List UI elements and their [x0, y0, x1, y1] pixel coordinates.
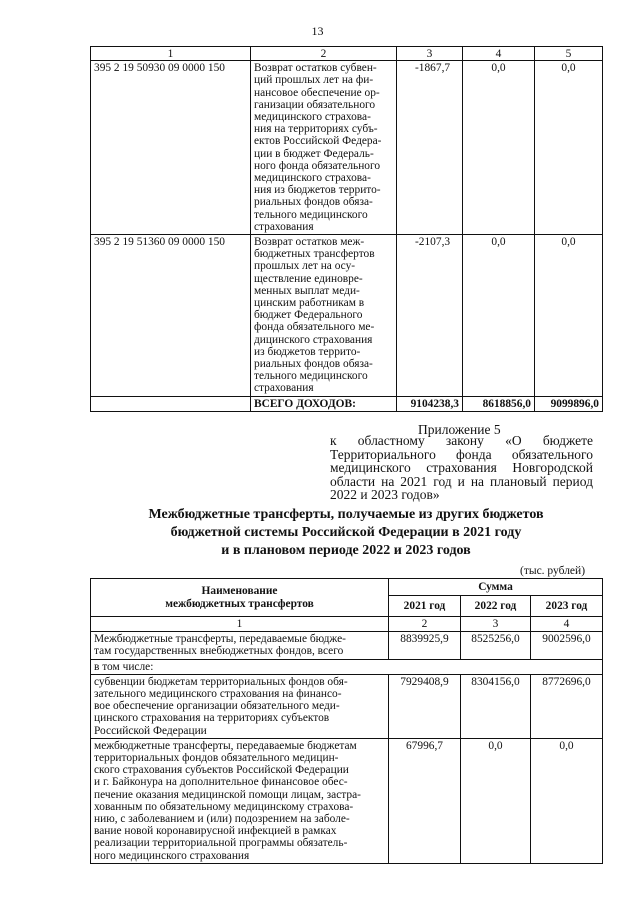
- name-line: Межбюджетные трансферты, передаваемые бюдже-: [94, 633, 346, 646]
- desc-line: Возврат остатков меж-: [254, 236, 365, 249]
- appendix-text: к областному закону «О бюджете Территориального фонда обязательного медицинского страхования Новгородской области на 2021 год и на плановый период 2022 и 2023 годов»: [330, 433, 593, 502]
- name-line: нию, с заболеванием и (или) подозрением на заболе-: [94, 813, 350, 826]
- column-index: 3: [461, 617, 531, 632]
- name-line: вание новой коронавирусной инфекцией в рамках: [94, 825, 337, 838]
- total-2022: 8618856,0: [463, 396, 535, 411]
- empty-cell: [91, 396, 251, 411]
- table-row: [91, 61, 603, 235]
- desc-line: ного фонда обязательного: [254, 159, 381, 172]
- sum-header: Сумма: [389, 579, 603, 596]
- desc-line: прошлых лет на осу-: [254, 260, 356, 273]
- name-line: ского страхования субъектов Российской Федерации: [94, 764, 349, 777]
- desc-line: ектов Российской Федера-: [254, 135, 382, 148]
- table-header-row: [91, 579, 603, 596]
- desc-line: дицинского страхования: [254, 333, 373, 346]
- year-header: 2022 год: [461, 596, 531, 617]
- name-line: Российской Федерации: [94, 724, 207, 737]
- value-2023: 0,0: [535, 61, 603, 235]
- table-row: [91, 235, 603, 397]
- value-2021: 67996,7: [389, 738, 461, 863]
- column-index: 2: [251, 47, 397, 61]
- revenue-table: [90, 46, 603, 412]
- desc-line: медицинского страхова-: [254, 172, 371, 185]
- value-2021: 7929408,9: [389, 674, 461, 738]
- table-header-row: [91, 47, 603, 61]
- desc-line: ции в бюджет Федераль-: [254, 147, 374, 160]
- units-label: (тыс. рублей): [520, 565, 586, 577]
- transfer-name: [91, 674, 389, 738]
- name-line: межбюджетные трансферты, передаваемые бюджетам: [94, 739, 357, 752]
- desc-line: страхования: [254, 220, 314, 233]
- desc-line: тельного медицинского: [254, 208, 368, 221]
- name-line: ного медицинского страхования: [94, 849, 250, 862]
- title-line: бюджетной системы Российской Федерации в 2021 году: [170, 525, 522, 540]
- value-2023: 0,0: [535, 235, 603, 397]
- desc-line: риальных фондов обяза-: [254, 358, 373, 371]
- column-index: 3: [397, 47, 463, 61]
- column-index: 5: [535, 47, 603, 61]
- value-2022: 0,0: [463, 235, 535, 397]
- budget-code: 395 2 19 51360 09 0000 150: [91, 235, 251, 397]
- column-index: 4: [531, 617, 603, 632]
- value-2023: 0,0: [531, 738, 603, 863]
- value-2023: 8772696,0: [531, 674, 603, 738]
- name-header: [91, 579, 389, 617]
- desc-line: ганизации обязательного: [254, 98, 376, 111]
- table-row: [91, 738, 603, 863]
- column-index: 2: [389, 617, 461, 632]
- total-row: [91, 396, 603, 411]
- desc-line: страхования: [254, 382, 314, 395]
- page-number: 13: [311, 24, 324, 38]
- transfers-table: [90, 578, 603, 864]
- desc-line: риальных фондов обяза-: [254, 196, 373, 209]
- table-row: [91, 674, 603, 738]
- total-label: ВСЕГО ДОХОДОВ:: [251, 396, 397, 411]
- value-2021: -2107,3: [397, 235, 463, 397]
- header-line: межбюджетных трансфертов: [165, 597, 314, 610]
- desc-line: менных выплат меди-: [254, 284, 360, 297]
- column-index: 1: [91, 47, 251, 61]
- table-row: [91, 659, 603, 674]
- desc-line: Возврат остатков субвен-: [254, 62, 377, 75]
- appendix-title: Приложение 5: [418, 422, 501, 437]
- document-title: [90, 506, 602, 560]
- subheading: в том числе:: [91, 659, 603, 674]
- column-index: 4: [463, 47, 535, 61]
- value-2023: 9002596,0: [531, 632, 603, 659]
- value-2021: -1867,7: [397, 61, 463, 235]
- total-2023: 9099896,0: [535, 396, 603, 411]
- budget-code: 395 2 19 50930 09 0000 150: [91, 61, 251, 235]
- column-index: 1: [91, 617, 389, 632]
- total-2021: 9104238,3: [397, 396, 463, 411]
- year-header: 2021 год: [389, 596, 461, 617]
- value-2021: 8839925,9: [389, 632, 461, 659]
- desc-line: ций прошлых лет на фи-: [254, 74, 374, 87]
- desc-line: нансовое обеспечение ор-: [254, 86, 380, 99]
- column-index-row: [91, 617, 603, 632]
- desc-line: тельного медицинского: [254, 370, 368, 383]
- title-line: и в плановом периоде 2022 и 2023 годов: [221, 543, 471, 558]
- value-2022: 0,0: [461, 738, 531, 863]
- value-2022: 8525256,0: [461, 632, 531, 659]
- name-line: территориальных фондов обязательного медицин-: [94, 752, 339, 765]
- desc-line: ния на территориях субъ-: [254, 123, 378, 136]
- desc-line: из бюджетов террито-: [254, 345, 361, 358]
- name-line: вое обеспечение организации обязательного меди-: [94, 700, 340, 713]
- table-row: [91, 632, 603, 659]
- name-line: там государственных внебюджетных фондов, всего: [94, 645, 344, 658]
- desc-line: цинским работникам в: [254, 297, 365, 310]
- title-line: Межбюджетные трансферты, получаемые из других бюджетов: [148, 507, 544, 522]
- desc-line: ния из бюджетов террито-: [254, 184, 381, 197]
- name-line: цинского страхования на территориях субъектов: [94, 712, 330, 725]
- desc-line: бюджет Федерального: [254, 309, 363, 322]
- row-description: [251, 235, 397, 397]
- value-2022: 0,0: [463, 61, 535, 235]
- desc-line: ществление единовре-: [254, 272, 363, 285]
- year-header: 2023 год: [531, 596, 603, 617]
- desc-line: медицинского страхова-: [254, 111, 371, 124]
- desc-line: бюджетных трансфертов: [254, 248, 375, 261]
- desc-line: фонда обязательного ме-: [254, 321, 375, 334]
- name-line: хованным по обязательному медицинскому страхова-: [94, 800, 354, 813]
- row-description: [251, 61, 397, 235]
- transfer-name: [91, 632, 389, 659]
- name-line: зательного медицинского страхования на финансо-: [94, 688, 342, 701]
- name-line: печение оказания медицинской помощи лицам, застра-: [94, 788, 361, 801]
- name-line: и г. Байконура на дополнительное финансовое обес-: [94, 776, 348, 789]
- name-line: реализации территориальной программы обязатель-: [94, 837, 348, 850]
- transfer-name: [91, 738, 389, 863]
- value-2022: 8304156,0: [461, 674, 531, 738]
- name-line: субвенции бюджетам территориальных фондов обя-: [94, 675, 348, 688]
- header-line: Наименование: [201, 585, 278, 598]
